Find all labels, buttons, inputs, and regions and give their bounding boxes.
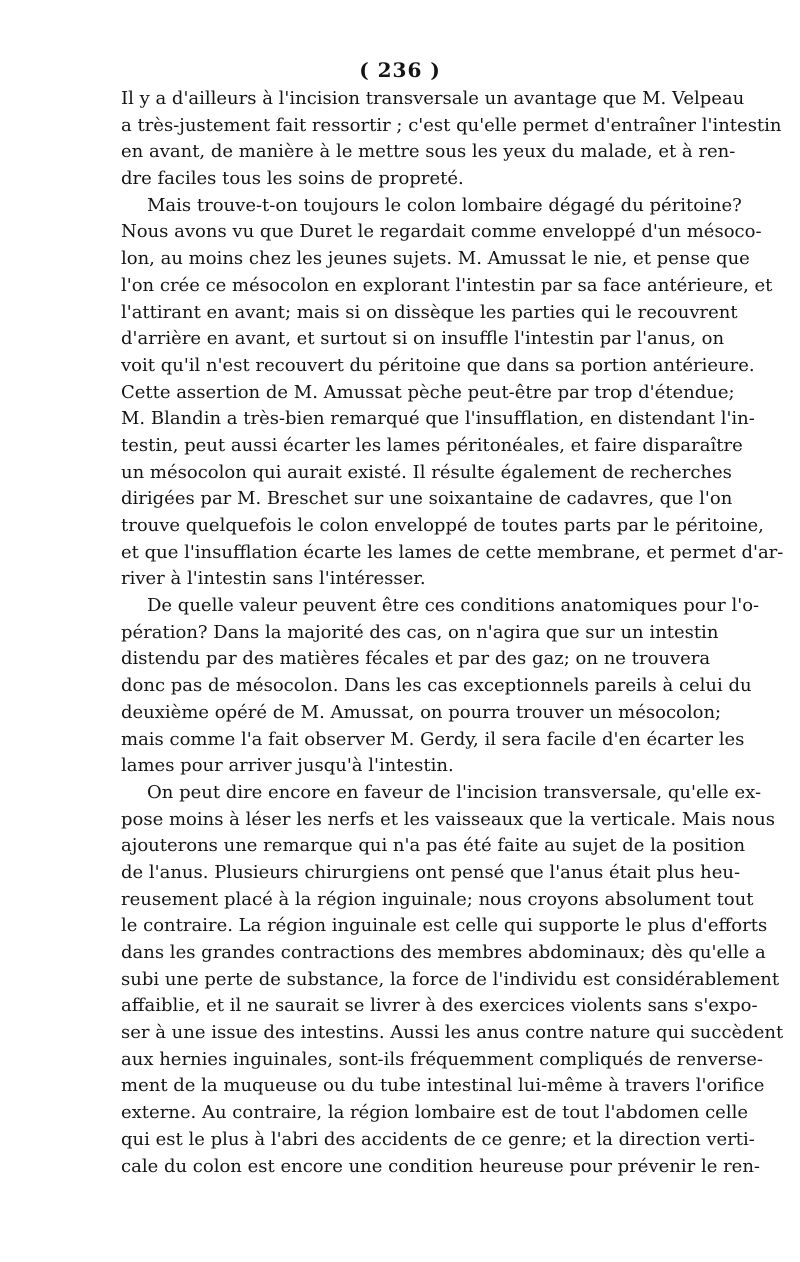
text-line: trouve quelquefois le colon enveloppé de toutes parts par le péritoine, (121, 515, 764, 536)
text-line: le contraire. La région inguinale est celle qui supporte le plus d'efforts (121, 915, 768, 937)
text-line: et que l'insufflation écarte les lames de cette membrane, et permet d'ar- (121, 541, 784, 563)
text-line: subi une perte de substance, la force de l'individu est considérablement (121, 968, 780, 990)
text-line: d'arrière en avant, et surtout si on insuffle l'intestin par l'anus, on (121, 328, 725, 350)
text-line: affaiblie, et il ne saurait se livrer à des exercices violents sans s'expo- (121, 995, 758, 1017)
text-line: Mais trouve-t-on toujours le colon lombaire dégagé du péritoine? (147, 194, 742, 216)
text-line: dirigées par M. Breschet sur une soixantaine de cadavres, que l'on (121, 488, 733, 510)
text-line: dre faciles tous les soins de propreté. (121, 168, 464, 190)
text-line: qui est le plus à l'abri des accidents de ce genre; et la direction verti- (121, 1128, 755, 1150)
text-line: aux hernies inguinales, sont-ils fréquemment compliqués de renverse- (121, 1048, 764, 1070)
text-line: ment de la muqueuse ou du tube intestinal lui-même à travers l'orifice (121, 1075, 765, 1097)
text-line: de l'anus. Plusieurs chirurgiens ont pensé que l'anus était plus heu- (121, 861, 741, 883)
text-line: Cette assertion de M. Amussat pèche peut-être par trop d'étendue; (121, 381, 735, 403)
text-line: deuxième opéré de M. Amussat, on pourra trouver un mésocolon; (121, 701, 722, 723)
text-line: dans les grandes contractions des membres abdominaux; dès qu'elle a (121, 942, 766, 963)
body-text (121, 86, 784, 1180)
text-line: De quelle valeur peuvent être ces conditions anatomiques pour l'o- (147, 595, 760, 617)
text-line: pération? Dans la majorité des cas, on n'agira que sur un intestin (121, 621, 719, 643)
text-line: Il y a d'ailleurs à l'incision transversale un avantage que M. Velpeau (121, 88, 745, 109)
text-line: reusement placé à la région inguinale; nous croyons absolument tout (121, 888, 754, 910)
page-number: ( 236 ) (359, 58, 441, 82)
text-line: ser à une issue des intestins. Aussi les anus contre nature qui succèdent (121, 1022, 784, 1044)
text-line: mais comme l'a fait observer M. Gerdy, il sera facile d'en écarter les (121, 728, 745, 750)
text-line: ajouterons une remarque qui n'a pas été faite au sujet de la position (121, 835, 746, 857)
text-line: M. Blandin a très-bien remarqué que l'insufflation, en distendant l'in- (121, 408, 755, 430)
text-line: en avant, de manière à le mettre sous les yeux du malade, et à ren- (121, 141, 736, 163)
text-line: externe. Au contraire, la région lombaire est de tout l'abdomen celle (121, 1102, 748, 1124)
text-line: un mésocolon qui aurait existé. Il résulte également de recherches (121, 461, 732, 483)
text-line: pose moins à léser les nerfs et les vaisseaux que la verticale. Mais nous (121, 808, 775, 830)
text-line: river à l'intestin sans l'intéresser. (121, 568, 426, 590)
text-line: Nous avons vu que Duret le regardait comme enveloppé d'un mésoco- (121, 221, 762, 243)
text-line: lames pour arriver jusqu'à l'intestin. (121, 755, 454, 777)
text-line: cale du colon est encore une condition heureuse pour prévenir le ren- (121, 1155, 760, 1177)
text-line: distendu par des matières fécales et par des gaz; on ne trouvera (121, 648, 711, 670)
text-line: On peut dire encore en faveur de l'incision transversale, qu'elle ex- (147, 781, 762, 803)
text-line: testin, peut aussi écarter les lames péritonéales, et faire disparaître (121, 434, 743, 456)
text-line: a très-justement fait ressortir ; c'est qu'elle permet d'entraîner l'intestin (121, 114, 782, 136)
text-line: l'on crée ce mésocolon en explorant l'intestin par sa face antérieure, et (121, 274, 773, 296)
text-line: l'attirant en avant; mais si on dissèque les parties qui le recouvrent (121, 301, 738, 323)
text-line: donc pas de mésocolon. Dans les cas exceptionnels pareils à celui du (121, 675, 752, 697)
text-line: voit qu'il n'est recouvert du péritoine que dans sa portion antérieure. (121, 354, 755, 376)
text-line: lon, au moins chez les jeunes sujets. M. Amussat le nie, et pense que (121, 248, 750, 270)
